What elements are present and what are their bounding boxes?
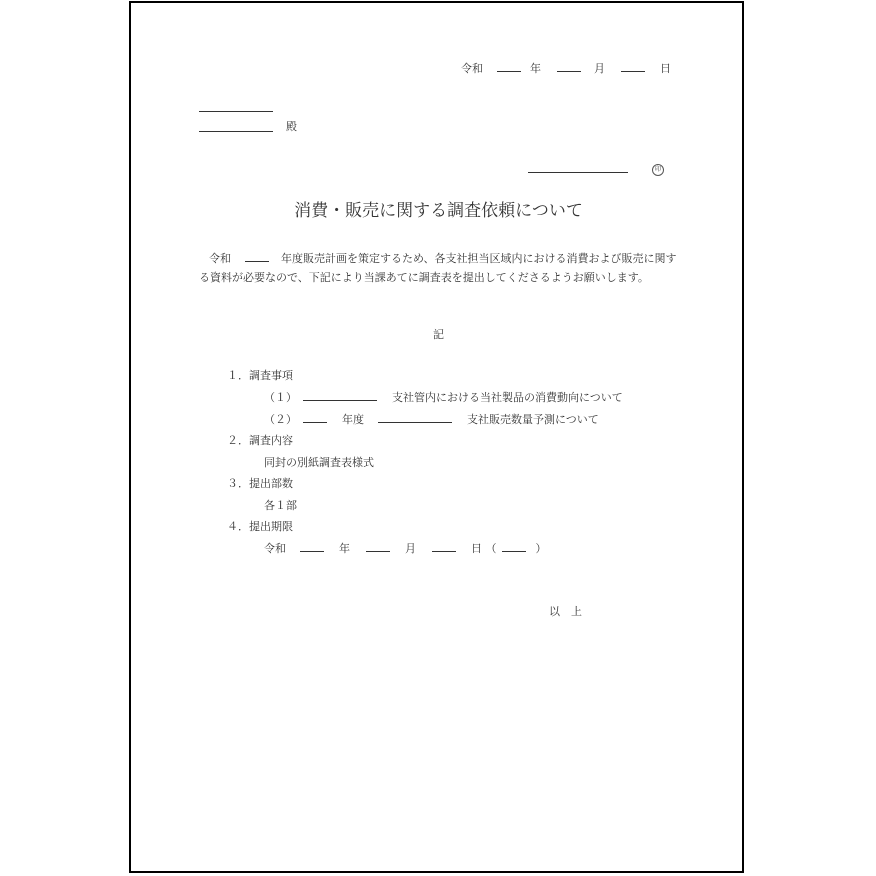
item4-heading bbox=[227, 520, 293, 534]
body-text: 年度販売計画を策定するため、各支社担当区域内における消費および販売に関する資料が必要なので、下記により当課あてに調査表を提出してくださるようお願いします。 bbox=[199, 252, 677, 284]
item2-label: 調査内容 bbox=[249, 434, 293, 447]
item4-day-unit: 日 bbox=[471, 542, 482, 555]
sender-name-line[interactable] bbox=[528, 172, 628, 173]
item4-number: ４． bbox=[227, 520, 249, 533]
seal-icon: 印 bbox=[652, 164, 664, 176]
item3-heading bbox=[227, 477, 293, 491]
item4-year-unit: 年 bbox=[339, 542, 350, 555]
item2-number: ２． bbox=[227, 434, 249, 447]
item1-sub2 bbox=[264, 412, 599, 427]
date-month-blank[interactable] bbox=[557, 61, 581, 72]
item1-sub2-text: 支社販売数量予測について bbox=[467, 413, 599, 426]
item4-deadline bbox=[264, 541, 547, 556]
body-year-blank[interactable] bbox=[245, 251, 269, 262]
ki-marker: 記 bbox=[433, 328, 444, 341]
date-era: 令和 bbox=[461, 62, 483, 75]
item4-year-blank[interactable] bbox=[300, 541, 324, 552]
date-year-unit: 年 bbox=[530, 62, 541, 75]
item4-month-blank[interactable] bbox=[366, 541, 390, 552]
addressee-honorific: 殿 bbox=[286, 120, 297, 133]
item1-sub1 bbox=[264, 390, 623, 405]
item4-day-blank[interactable] bbox=[432, 541, 456, 552]
item4-month-unit: 月 bbox=[405, 542, 416, 555]
date-line bbox=[461, 61, 671, 76]
date-year-blank[interactable] bbox=[497, 61, 521, 72]
body-era: 令和 bbox=[209, 252, 231, 265]
item4-weekday-blank[interactable] bbox=[502, 541, 526, 552]
body-paragraph bbox=[199, 249, 677, 287]
item1-sub1-text: 支社管内における当社製品の消費動向について bbox=[392, 391, 623, 404]
item1-sub2-number: （２） bbox=[264, 413, 297, 426]
item2-heading bbox=[227, 434, 293, 448]
item3-detail: 各１部 bbox=[264, 499, 297, 512]
item1-sub2-year-blank[interactable] bbox=[303, 412, 327, 423]
document-page bbox=[129, 1, 744, 873]
item2-detail: 同封の別紙調査表様式 bbox=[264, 456, 374, 469]
item3-number: ３． bbox=[227, 477, 249, 490]
date-day-unit: 日 bbox=[660, 62, 671, 75]
item4-label: 提出期限 bbox=[249, 520, 293, 533]
item1-sub2-year: 年度 bbox=[342, 413, 364, 426]
item1-label: 調査事項 bbox=[249, 369, 293, 382]
closing-text: 以 上 bbox=[549, 605, 582, 618]
item4-paren-open: （ bbox=[485, 542, 497, 555]
item3-label: 提出部数 bbox=[249, 477, 293, 490]
item1-sub1-number: （１） bbox=[264, 391, 297, 404]
item4-paren-close: ） bbox=[535, 542, 547, 555]
date-month-unit: 月 bbox=[594, 62, 605, 75]
item1-sub1-blank[interactable] bbox=[303, 390, 377, 401]
addressee-line-2[interactable] bbox=[199, 131, 273, 132]
item4-era: 令和 bbox=[264, 542, 286, 555]
item1-sub2-branch-blank[interactable] bbox=[378, 412, 452, 423]
sender-seal bbox=[652, 161, 664, 176]
date-day-blank[interactable] bbox=[621, 61, 645, 72]
addressee-line-1[interactable] bbox=[199, 111, 273, 112]
item1-number: １． bbox=[227, 369, 249, 382]
item1-heading bbox=[227, 369, 293, 383]
document-title: 消費・販売に関する調査依頼について bbox=[294, 201, 583, 221]
